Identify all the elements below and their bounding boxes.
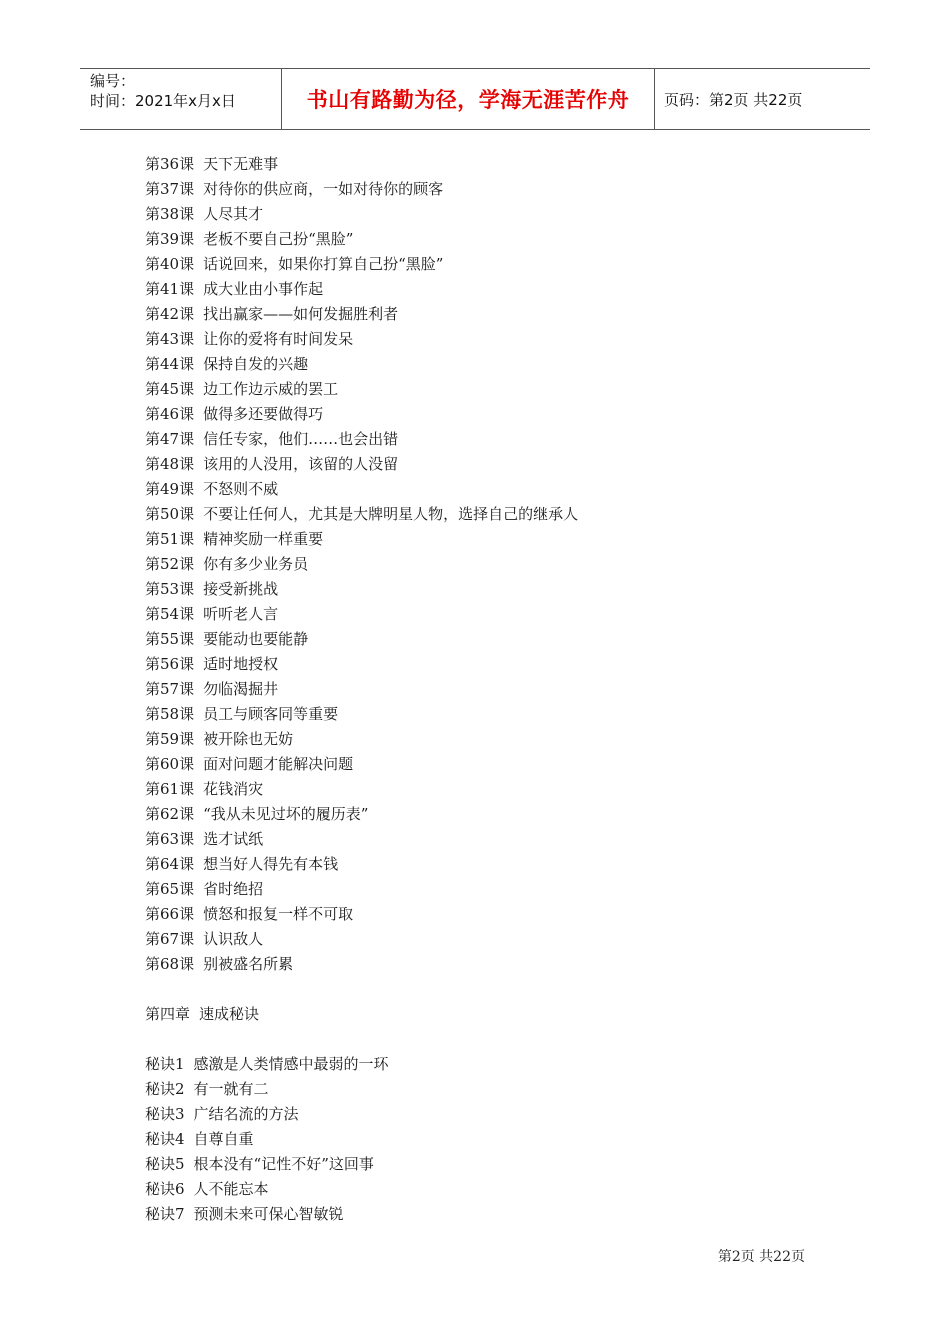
lesson-item-title: 认识敌人 bbox=[203, 930, 264, 948]
date-label: 时间：2021年x月x日 bbox=[90, 92, 236, 110]
lesson-item-title: 听听老人言 bbox=[203, 605, 279, 623]
lesson-item-title: 话说回来，如果你打算自己扮“黑脸” bbox=[203, 255, 444, 273]
lesson-item-title: 勿临渴掘井 bbox=[203, 680, 279, 698]
lesson-item-title: 对待你的供应商，一如对待你的顾客 bbox=[203, 180, 444, 198]
secret-item-number: 秘诀3 bbox=[145, 1105, 185, 1123]
lesson-item bbox=[145, 402, 578, 427]
lesson-item bbox=[145, 877, 578, 902]
lesson-item-title: 你有多少业务员 bbox=[203, 555, 309, 573]
lesson-item-title: 保持自发的兴趣 bbox=[203, 355, 309, 373]
header-divider bbox=[654, 69, 655, 129]
page-footer: 第2页 共22页 bbox=[717, 1249, 805, 1265]
lesson-item bbox=[145, 527, 578, 552]
lesson-item-title: 边工作边示威的罢工 bbox=[203, 380, 339, 398]
lesson-item-title: 省时绝招 bbox=[203, 880, 264, 898]
lesson-item-title: 找出赢家——如何发掘胜利者 bbox=[203, 305, 399, 323]
secret-list bbox=[145, 1052, 578, 1227]
secret-item-title: 预测未来可保心智敏锐 bbox=[193, 1205, 344, 1223]
lesson-item-number: 第68课 bbox=[145, 955, 195, 973]
lesson-item-number: 第37课 bbox=[145, 180, 195, 198]
lesson-item-title: 愤怒和报复一样不可取 bbox=[203, 905, 354, 923]
lesson-item-title: 接受新挑战 bbox=[203, 580, 279, 598]
lesson-item-title: 别被盛名所累 bbox=[203, 955, 294, 973]
lesson-item bbox=[145, 552, 578, 577]
secret-item bbox=[145, 1052, 578, 1077]
lesson-item-number: 第38课 bbox=[145, 205, 195, 223]
secret-item bbox=[145, 1152, 578, 1177]
secret-item-number: 秘诀4 bbox=[145, 1130, 185, 1148]
lesson-item-title: 让你的爱将有时间发呆 bbox=[203, 330, 354, 348]
chapter-heading bbox=[145, 1002, 578, 1027]
secret-item bbox=[145, 1177, 578, 1202]
lesson-item bbox=[145, 302, 578, 327]
lesson-item-title: 信任专家，他们……也会出错 bbox=[203, 430, 399, 448]
lesson-item bbox=[145, 452, 578, 477]
lesson-item-number: 第61课 bbox=[145, 780, 195, 798]
lesson-item-title: 做得多还要做得巧 bbox=[203, 405, 324, 423]
lesson-item bbox=[145, 277, 578, 302]
lesson-item-number: 第52课 bbox=[145, 555, 195, 573]
lesson-item bbox=[145, 927, 578, 952]
lesson-item-title: “我从未见过坏的履历表” bbox=[203, 805, 369, 823]
lesson-item-number: 第57课 bbox=[145, 680, 195, 698]
lesson-item-number: 第36课 bbox=[145, 155, 195, 173]
lesson-item bbox=[145, 702, 578, 727]
lesson-item-title: 不要让任何人，尤其是大牌明星人物，选择自己的继承人 bbox=[203, 505, 579, 523]
lesson-item-number: 第51课 bbox=[145, 530, 195, 548]
secret-item bbox=[145, 1202, 578, 1227]
secret-item-number: 秘诀7 bbox=[145, 1205, 185, 1223]
lesson-item-number: 第49课 bbox=[145, 480, 195, 498]
lesson-item-title: 天下无难事 bbox=[203, 155, 279, 173]
lesson-item-number: 第60课 bbox=[145, 755, 195, 773]
lesson-item bbox=[145, 677, 578, 702]
lesson-item bbox=[145, 627, 578, 652]
lesson-item-title: 精神奖励一样重要 bbox=[203, 530, 324, 548]
lesson-item-number: 第64课 bbox=[145, 855, 195, 873]
lesson-item-number: 第67课 bbox=[145, 930, 195, 948]
lesson-item bbox=[145, 327, 578, 352]
secret-item-number: 秘诀1 bbox=[145, 1055, 185, 1073]
lesson-item-number: 第66课 bbox=[145, 905, 195, 923]
lesson-item-title: 人尽其才 bbox=[203, 205, 264, 223]
chapter-number: 第四章 bbox=[145, 1005, 191, 1023]
lesson-item bbox=[145, 377, 578, 402]
header-meta bbox=[90, 71, 236, 111]
secret-item bbox=[145, 1077, 578, 1102]
lesson-item-number: 第56课 bbox=[145, 655, 195, 673]
secret-item-title: 感激是人类情感中最弱的一环 bbox=[193, 1055, 389, 1073]
lesson-item-title: 被开除也无妨 bbox=[203, 730, 294, 748]
lesson-item-number: 第46课 bbox=[145, 405, 195, 423]
lesson-item-number: 第44课 bbox=[145, 355, 195, 373]
lesson-item-number: 第63课 bbox=[145, 830, 195, 848]
lesson-item bbox=[145, 952, 578, 977]
lesson-item-number: 第45课 bbox=[145, 380, 195, 398]
lesson-item-title: 该用的人没用，该留的人没留 bbox=[203, 455, 399, 473]
lesson-item bbox=[145, 427, 578, 452]
lesson-item-number: 第48课 bbox=[145, 455, 195, 473]
lesson-item-number: 第41课 bbox=[145, 280, 195, 298]
lesson-item-number: 第50课 bbox=[145, 505, 195, 523]
lesson-item-number: 第58课 bbox=[145, 705, 195, 723]
secret-item-title: 人不能忘本 bbox=[193, 1180, 269, 1198]
secret-item-title: 广结名流的方法 bbox=[193, 1105, 299, 1123]
lesson-item-title: 想当好人得先有本钱 bbox=[203, 855, 339, 873]
secret-item-number: 秘诀5 bbox=[145, 1155, 185, 1173]
secret-item-number: 秘诀2 bbox=[145, 1080, 185, 1098]
table-of-contents bbox=[145, 152, 578, 1227]
secret-item-number: 秘诀6 bbox=[145, 1180, 185, 1198]
lesson-item-number: 第62课 bbox=[145, 805, 195, 823]
lesson-item-title: 适时地授权 bbox=[203, 655, 279, 673]
lesson-item-title: 要能动也要能静 bbox=[203, 630, 309, 648]
secret-item-title: 根本没有“记性不好”这回事 bbox=[193, 1155, 374, 1173]
lesson-item bbox=[145, 602, 578, 627]
lesson-item-title: 不怒则不威 bbox=[203, 480, 279, 498]
secret-item bbox=[145, 1102, 578, 1127]
lesson-item bbox=[145, 752, 578, 777]
lesson-item bbox=[145, 802, 578, 827]
lesson-item bbox=[145, 502, 578, 527]
lesson-item-title: 成大业由小事作起 bbox=[203, 280, 324, 298]
header-page-info: 页码：第2页 共22页 bbox=[664, 90, 803, 109]
chapter-title: 速成秘诀 bbox=[199, 1005, 260, 1023]
lesson-item-number: 第65课 bbox=[145, 880, 195, 898]
lesson-item-title: 老板不要自己扮“黑脸” bbox=[203, 230, 354, 248]
lesson-item-number: 第39课 bbox=[145, 230, 195, 248]
lesson-item bbox=[145, 827, 578, 852]
header-motto: 书山有路勤为径，学海无涯苦作舟 bbox=[306, 88, 630, 112]
secret-item-title: 有一就有二 bbox=[193, 1080, 269, 1098]
lesson-item bbox=[145, 727, 578, 752]
lesson-item-number: 第43课 bbox=[145, 330, 195, 348]
lesson-item-number: 第55课 bbox=[145, 630, 195, 648]
lesson-item bbox=[145, 177, 578, 202]
lesson-item bbox=[145, 477, 578, 502]
page-header bbox=[80, 68, 870, 130]
lesson-item bbox=[145, 352, 578, 377]
serial-label: 编号： bbox=[90, 72, 136, 90]
lesson-item bbox=[145, 777, 578, 802]
lesson-item-number: 第59课 bbox=[145, 730, 195, 748]
lesson-item bbox=[145, 652, 578, 677]
lesson-item bbox=[145, 577, 578, 602]
lesson-item bbox=[145, 202, 578, 227]
lesson-item bbox=[145, 852, 578, 877]
lesson-item-title: 选才试纸 bbox=[203, 830, 264, 848]
lesson-item-number: 第53课 bbox=[145, 580, 195, 598]
lesson-item-number: 第54课 bbox=[145, 605, 195, 623]
lesson-list bbox=[145, 152, 578, 977]
secret-item-title: 自尊自重 bbox=[193, 1130, 254, 1148]
lesson-item-title: 员工与顾客同等重要 bbox=[203, 705, 339, 723]
secret-item bbox=[145, 1127, 578, 1152]
lesson-item-title: 花钱消灾 bbox=[203, 780, 264, 798]
lesson-item bbox=[145, 252, 578, 277]
lesson-item-number: 第47课 bbox=[145, 430, 195, 448]
lesson-item bbox=[145, 152, 578, 177]
lesson-item-title: 面对问题才能解决问题 bbox=[203, 755, 354, 773]
lesson-item bbox=[145, 227, 578, 252]
lesson-item-number: 第40课 bbox=[145, 255, 195, 273]
lesson-item-number: 第42课 bbox=[145, 305, 195, 323]
lesson-item bbox=[145, 902, 578, 927]
